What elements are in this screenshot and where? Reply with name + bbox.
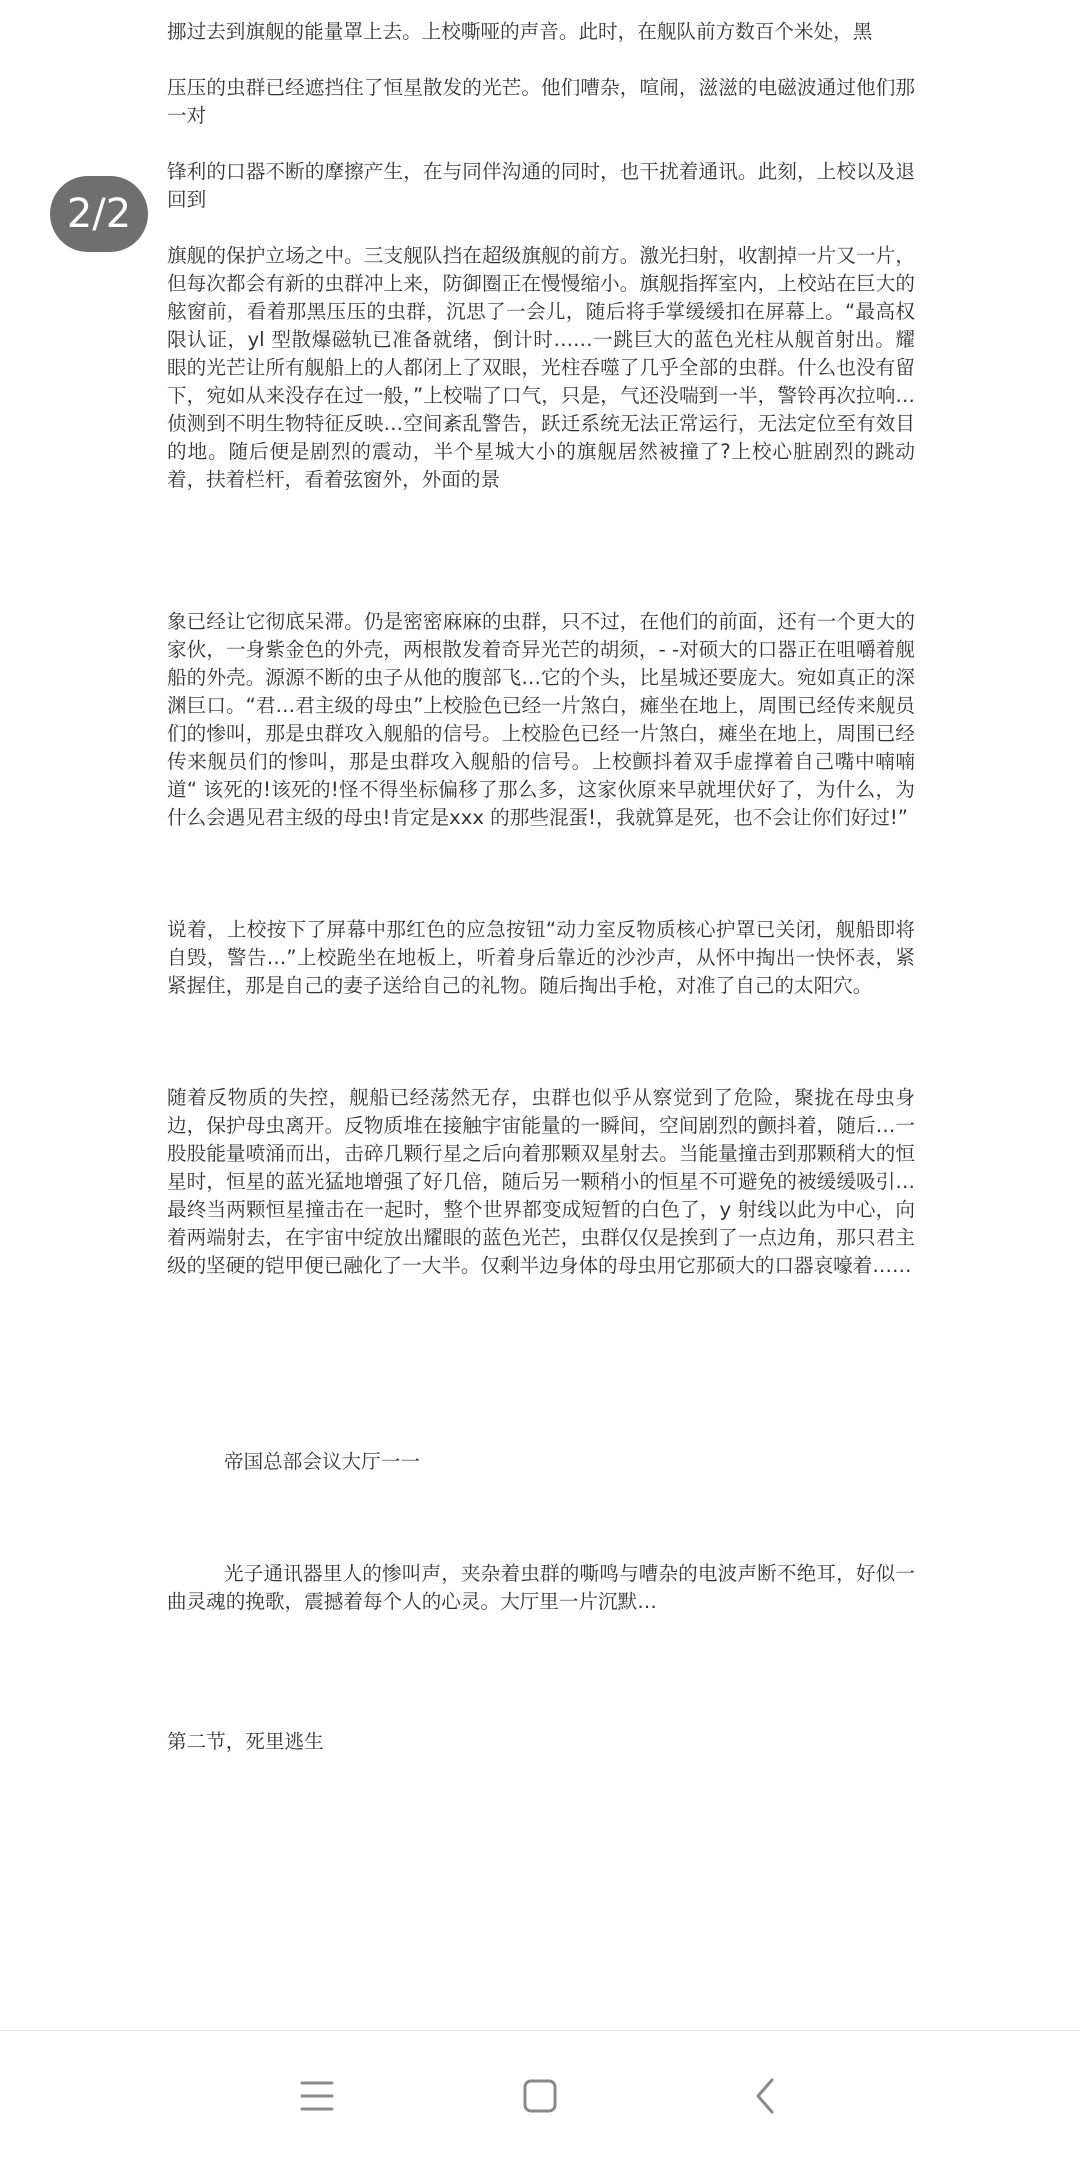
recent-apps-button[interactable] (272, 2051, 362, 2141)
text-line: 压压的虫群已经遮挡住了恒星散发的光芒。他们嘈杂，喧闹，滋滋的电磁波通过他们那一对 (167, 76, 915, 127)
paragraph: 象已经让它彻底呆滞。仍是密密麻麻的虫群，只不过，在他们的前面，还有一个更大的家伙，一身紫金色的外壳，两根散发着奇异光芒的胡须，- -对硕大的口器正在咀嚼着舰船的外壳。源源不断的虫子从他的腹部飞…它的个头，比星城还要庞大。宛如真正的深渊巨口。“君…君主级的母虫”上校脸色已经一片煞白，瘫坐在地上，周围已经传来舰员们的惨叫，那是虫群攻入舰船的信号。上校脸色已经一片煞白，瘫坐在地上，周围已经传来舰员们的惨叫，那是虫群攻入舰船的信号。上校颤抖着双手虚撑着自己嘴中喃喃道“ 该死的!该死的!怪不得坐标偏移了那么多，这家伙原来早就埋伏好了，为什么，为什么会遇见君主级的母虫!肯定是xxx 的那些混蛋!，我就算是死，也不会让你们好过!” (167, 610, 915, 829)
document-page-bottom (167, 580, 915, 1784)
paragraph: 随着反物质的失控，舰船已经荡然无存，虫群也似乎从察觉到了危险，聚拢在母虫身边，保护母虫离开。反物质堆在接触宇宙能量的一瞬间，空间剧烈的颤抖着，随后…一股股能量喷涌而出，击碎几颗行星之后向着那颗双星射去。当能量撞击到那颗稍大的恒星时，恒星的蓝光猛地增强了好几倍，随后另一颗稍小的恒星不可避免的被缓缓吸引…最终当两颗恒星撞击在一起时，整个世界都变成短暂的白色了，y 射线以此为中心，向着两端射去，在宇宙中绽放出耀眼的蓝色光芒，虫群仅仅是挨到了一点边角，那只君主级的坚硬的铠甲便已融化了一大半。仅剩半边身体的母虫用它那硕大的口器哀嚎着…… (167, 1086, 915, 1277)
text-line: 锋利的口器不断的摩擦产生，在与同伴沟通的同时，也干扰着通讯。此刻，上校以及退回到 (167, 160, 915, 211)
back-button[interactable] (720, 2051, 810, 2141)
text-line: 挪过去到旗舰的能量罩上去。上校嘶哑的声音。此时，在舰队前方数百个米处，黑 (167, 20, 873, 43)
menu-icon (299, 2079, 335, 2113)
paragraph: 光子通讯器里人的惨叫声，夹杂着虫群的嘶鸣与嘈杂的电波声断不绝耳，好似一曲灵魂的挽歌，震撼着每个人的心灵。大厅里一片沉默… (167, 1562, 915, 1613)
back-icon (753, 2077, 777, 2115)
paragraph: 说着，上校按下了屏幕中那红色的应急按钮“动力室反物质核心护罩已关闭，舰船即将自毁，警告…”上校跪坐在地板上，听着身后靠近的沙沙声，从怀中掏出一快怀表，紧紧握住，那是自己的妻子送给自己的礼物。随后掏出手枪，对准了自己的太阳穴。 (167, 918, 915, 997)
home-icon (522, 2078, 558, 2114)
section-title: 第二节，死里逃生 (167, 1730, 324, 1753)
system-navigation-bar (0, 2030, 1080, 2161)
paragraph: 旗舰的保护立场之中。三支舰队挡在超级旗舰的前方。激光扫射，收割掉一片又一片，但每次都会有新的虫群冲上来，防御圈正在慢慢缩小。旗舰指挥室内，上校站在巨大的舷窗前，看着那黑压压的虫群，沉思了一会儿，随后将手掌缓缓扣在屏幕上。“最高权限认证，yl 型散爆磁轨已准备就绪，倒计时……一跳巨大的蓝色光柱从舰首射出。耀眼的光芒让所有舰船上的人都闭上了双眼，光柱吞噬了几乎全部的虫群。什么也没有留下，宛如从来没存在过一般，”上校喘了口气，只是，气还没喘到一半，警铃再次拉响…侦测到不明生物特征反映…空间紊乱警告，跃迁系统无法正常运行，无法定位至有效目的地。随后便是剧烈的震动，半个星城大小的旗舰居然被撞了?上校心脏剧烈的跳动着，扶着栏杆，看着弦窗外，外面的景 (167, 244, 915, 491)
home-button[interactable] (495, 2051, 585, 2141)
scene-heading: 帝国总部会议大厅一一 (224, 1450, 420, 1473)
document-page-top (167, 0, 915, 522)
page-indicator-badge: 2/2 (50, 176, 148, 252)
